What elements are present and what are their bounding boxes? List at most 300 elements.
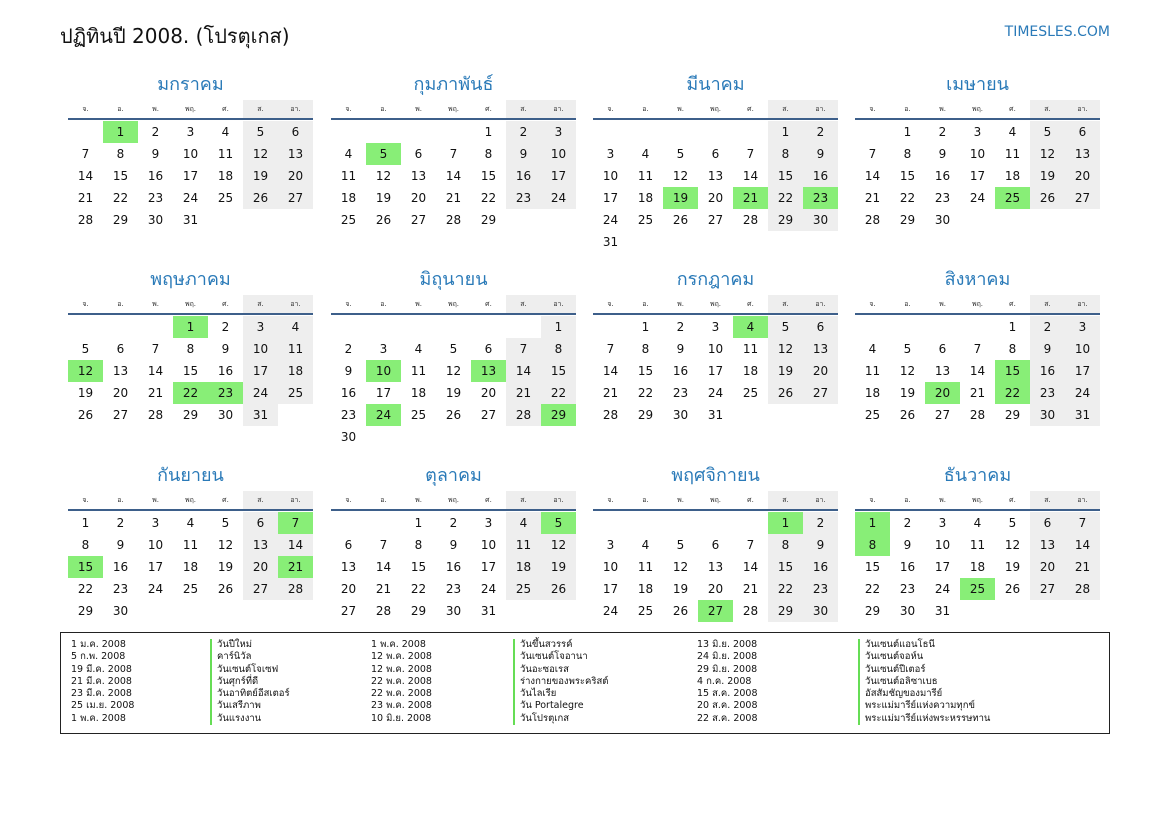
day-cell[interactable]: 10 bbox=[147, 538, 164, 552]
day-cell[interactable]: 22 bbox=[768, 187, 803, 209]
day-cell[interactable]: 29 bbox=[768, 600, 803, 622]
day-cell[interactable]: 17 bbox=[243, 360, 278, 382]
day-cell[interactable]: 24 bbox=[147, 582, 164, 596]
holiday-day-cell[interactable]: 20 bbox=[925, 382, 960, 404]
day-cell[interactable]: 4 bbox=[973, 516, 982, 530]
day-cell[interactable]: 2 bbox=[151, 125, 160, 139]
day-cell[interactable]: 22 bbox=[480, 191, 497, 205]
day-cell[interactable]: 27 bbox=[112, 408, 129, 422]
day-cell[interactable]: 11 bbox=[340, 169, 357, 183]
day-cell[interactable]: 28 bbox=[742, 213, 759, 227]
holiday-day-cell[interactable]: 8 bbox=[855, 534, 890, 556]
day-cell[interactable]: 27 bbox=[707, 213, 724, 227]
holiday-day-cell[interactable]: 15 bbox=[995, 360, 1030, 382]
day-cell[interactable]: 12 bbox=[768, 338, 803, 360]
day-cell[interactable]: 5 bbox=[81, 342, 90, 356]
day-cell[interactable]: 10 bbox=[541, 143, 576, 165]
day-cell[interactable]: 22 bbox=[541, 382, 576, 404]
day-cell[interactable]: 18 bbox=[340, 191, 357, 205]
day-cell[interactable]: 1 bbox=[484, 125, 493, 139]
day-cell[interactable]: 26 bbox=[1030, 187, 1065, 209]
day-cell[interactable]: 3 bbox=[379, 342, 388, 356]
day-cell[interactable]: 13 bbox=[1030, 534, 1065, 556]
day-cell[interactable]: 16 bbox=[803, 165, 838, 187]
day-cell[interactable]: 3 bbox=[186, 125, 195, 139]
day-cell[interactable]: 15 bbox=[637, 364, 654, 378]
holiday-day-cell[interactable]: 15 bbox=[68, 556, 103, 578]
day-cell[interactable]: 5 bbox=[1008, 516, 1017, 530]
day-cell[interactable]: 7 bbox=[973, 342, 982, 356]
day-cell[interactable]: 10 bbox=[707, 342, 724, 356]
day-cell[interactable]: 6 bbox=[243, 512, 278, 534]
day-cell[interactable]: 25 bbox=[506, 578, 541, 600]
day-cell[interactable]: 4 bbox=[1008, 125, 1017, 139]
day-cell[interactable]: 3 bbox=[1065, 316, 1100, 338]
day-cell[interactable]: 5 bbox=[903, 342, 912, 356]
day-cell[interactable]: 26 bbox=[899, 408, 916, 422]
day-cell[interactable]: 12 bbox=[541, 534, 576, 556]
day-cell[interactable]: 12 bbox=[243, 143, 278, 165]
day-cell[interactable]: 15 bbox=[410, 560, 427, 574]
day-cell[interactable]: 13 bbox=[934, 364, 951, 378]
day-cell[interactable]: 29 bbox=[899, 213, 916, 227]
day-cell[interactable]: 9 bbox=[221, 342, 230, 356]
day-cell[interactable]: 23 bbox=[1030, 382, 1065, 404]
holiday-day-cell[interactable]: 12 bbox=[68, 360, 103, 382]
day-cell[interactable]: 7 bbox=[506, 338, 541, 360]
day-cell[interactable]: 26 bbox=[672, 213, 689, 227]
day-cell[interactable]: 13 bbox=[1065, 143, 1100, 165]
day-cell[interactable]: 5 bbox=[676, 147, 685, 161]
day-cell[interactable]: 29 bbox=[637, 408, 654, 422]
day-cell[interactable]: 14 bbox=[147, 364, 164, 378]
day-cell[interactable]: 11 bbox=[278, 338, 313, 360]
day-cell[interactable]: 18 bbox=[864, 386, 881, 400]
day-cell[interactable]: 28 bbox=[1065, 578, 1100, 600]
holiday-day-cell[interactable]: 21 bbox=[278, 556, 313, 578]
day-cell[interactable]: 3 bbox=[606, 538, 615, 552]
day-cell[interactable]: 23 bbox=[340, 408, 357, 422]
day-cell[interactable]: 28 bbox=[969, 408, 986, 422]
holiday-day-cell[interactable]: 23 bbox=[208, 382, 243, 404]
day-cell[interactable]: 17 bbox=[1065, 360, 1100, 382]
day-cell[interactable]: 11 bbox=[217, 147, 234, 161]
day-cell[interactable]: 17 bbox=[934, 560, 951, 574]
day-cell[interactable]: 13 bbox=[340, 560, 357, 574]
day-cell[interactable]: 8 bbox=[116, 147, 125, 161]
day-cell[interactable]: 28 bbox=[742, 604, 759, 618]
day-cell[interactable]: 28 bbox=[602, 408, 619, 422]
day-cell[interactable]: 18 bbox=[637, 191, 654, 205]
day-cell[interactable]: 8 bbox=[186, 342, 195, 356]
day-cell[interactable]: 24 bbox=[182, 191, 199, 205]
day-cell[interactable]: 20 bbox=[480, 386, 497, 400]
day-cell[interactable]: 21 bbox=[445, 191, 462, 205]
day-cell[interactable]: 20 bbox=[112, 386, 129, 400]
day-cell[interactable]: 1 bbox=[541, 316, 576, 338]
day-cell[interactable]: 21 bbox=[1065, 556, 1100, 578]
day-cell[interactable]: 2 bbox=[803, 512, 838, 534]
day-cell[interactable]: 4 bbox=[186, 516, 195, 530]
day-cell[interactable]: 9 bbox=[506, 143, 541, 165]
day-cell[interactable]: 6 bbox=[711, 147, 720, 161]
day-cell[interactable]: 20 bbox=[1065, 165, 1100, 187]
day-cell[interactable]: 23 bbox=[147, 191, 164, 205]
day-cell[interactable]: 31 bbox=[934, 604, 951, 618]
day-cell[interactable]: 12 bbox=[217, 538, 234, 552]
day-cell[interactable]: 15 bbox=[899, 169, 916, 183]
day-cell[interactable]: 17 bbox=[707, 364, 724, 378]
day-cell[interactable]: 1 bbox=[903, 125, 912, 139]
day-cell[interactable]: 17 bbox=[147, 560, 164, 574]
day-cell[interactable]: 15 bbox=[112, 169, 129, 183]
day-cell[interactable]: 4 bbox=[221, 125, 230, 139]
day-cell[interactable]: 12 bbox=[1004, 538, 1021, 552]
day-cell[interactable]: 16 bbox=[934, 169, 951, 183]
day-cell[interactable]: 26 bbox=[243, 187, 278, 209]
day-cell[interactable]: 3 bbox=[243, 316, 278, 338]
day-cell[interactable]: 16 bbox=[1030, 360, 1065, 382]
day-cell[interactable]: 13 bbox=[410, 169, 427, 183]
day-cell[interactable]: 6 bbox=[414, 147, 423, 161]
day-cell[interactable]: 7 bbox=[606, 342, 615, 356]
day-cell[interactable]: 18 bbox=[278, 360, 313, 382]
day-cell[interactable]: 30 bbox=[672, 408, 689, 422]
day-cell[interactable]: 16 bbox=[445, 560, 462, 574]
holiday-day-cell[interactable]: 1 bbox=[103, 121, 138, 143]
day-cell[interactable]: 16 bbox=[803, 556, 838, 578]
day-cell[interactable]: 25 bbox=[864, 408, 881, 422]
holiday-day-cell[interactable]: 25 bbox=[995, 187, 1030, 209]
day-cell[interactable]: 9 bbox=[116, 538, 125, 552]
day-cell[interactable]: 11 bbox=[864, 364, 881, 378]
day-cell[interactable]: 12 bbox=[672, 560, 689, 574]
day-cell[interactable]: 28 bbox=[506, 404, 541, 426]
day-cell[interactable]: 15 bbox=[480, 169, 497, 183]
day-cell[interactable]: 8 bbox=[484, 147, 493, 161]
day-cell[interactable]: 24 bbox=[480, 582, 497, 596]
day-cell[interactable]: 16 bbox=[147, 169, 164, 183]
day-cell[interactable]: 13 bbox=[707, 560, 724, 574]
day-cell[interactable]: 16 bbox=[112, 560, 129, 574]
day-cell[interactable]: 24 bbox=[602, 604, 619, 618]
day-cell[interactable]: 17 bbox=[182, 169, 199, 183]
day-cell[interactable]: 7 bbox=[81, 147, 90, 161]
day-cell[interactable]: 10 bbox=[1065, 338, 1100, 360]
day-cell[interactable]: 6 bbox=[803, 316, 838, 338]
day-cell[interactable]: 17 bbox=[541, 165, 576, 187]
day-cell[interactable]: 11 bbox=[182, 538, 199, 552]
day-cell[interactable]: 31 bbox=[1065, 404, 1100, 426]
day-cell[interactable]: 8 bbox=[1008, 342, 1017, 356]
day-cell[interactable]: 6 bbox=[344, 538, 353, 552]
day-cell[interactable]: 30 bbox=[934, 213, 951, 227]
day-cell[interactable]: 19 bbox=[1030, 165, 1065, 187]
day-cell[interactable]: 24 bbox=[934, 582, 951, 596]
day-cell[interactable]: 4 bbox=[414, 342, 423, 356]
day-cell[interactable]: 19 bbox=[77, 386, 94, 400]
day-cell[interactable]: 16 bbox=[340, 386, 357, 400]
day-cell[interactable]: 11 bbox=[1004, 147, 1021, 161]
day-cell[interactable]: 15 bbox=[768, 165, 803, 187]
day-cell[interactable]: 6 bbox=[278, 121, 313, 143]
day-cell[interactable]: 18 bbox=[742, 364, 759, 378]
day-cell[interactable]: 17 bbox=[480, 560, 497, 574]
day-cell[interactable]: 20 bbox=[707, 582, 724, 596]
day-cell[interactable]: 9 bbox=[151, 147, 160, 161]
holiday-day-cell[interactable]: 5 bbox=[541, 512, 576, 534]
day-cell[interactable]: 18 bbox=[506, 556, 541, 578]
day-cell[interactable]: 6 bbox=[938, 342, 947, 356]
day-cell[interactable]: 27 bbox=[934, 408, 951, 422]
day-cell[interactable]: 2 bbox=[506, 121, 541, 143]
day-cell[interactable]: 10 bbox=[934, 538, 951, 552]
day-cell[interactable]: 16 bbox=[672, 364, 689, 378]
day-cell[interactable]: 6 bbox=[711, 538, 720, 552]
day-cell[interactable]: 20 bbox=[278, 165, 313, 187]
day-cell[interactable]: 18 bbox=[1004, 169, 1021, 183]
site-link[interactable]: TIMESLES.COM bbox=[1004, 24, 1110, 40]
day-cell[interactable]: 2 bbox=[1030, 316, 1065, 338]
day-cell[interactable]: 5 bbox=[221, 516, 230, 530]
day-cell[interactable]: 17 bbox=[602, 582, 619, 596]
day-cell[interactable]: 25 bbox=[742, 386, 759, 400]
day-cell[interactable]: 5 bbox=[1030, 121, 1065, 143]
day-cell[interactable]: 25 bbox=[217, 191, 234, 205]
day-cell[interactable]: 1 bbox=[641, 320, 650, 334]
day-cell[interactable]: 2 bbox=[938, 125, 947, 139]
day-cell[interactable]: 8 bbox=[414, 538, 423, 552]
day-cell[interactable]: 15 bbox=[768, 556, 803, 578]
day-cell[interactable]: 20 bbox=[803, 360, 838, 382]
day-cell[interactable]: 11 bbox=[969, 538, 986, 552]
day-cell[interactable]: 14 bbox=[375, 560, 392, 574]
day-cell[interactable]: 29 bbox=[864, 604, 881, 618]
day-cell[interactable]: 25 bbox=[637, 604, 654, 618]
day-cell[interactable]: 20 bbox=[1030, 556, 1065, 578]
day-cell[interactable]: 2 bbox=[803, 121, 838, 143]
day-cell[interactable]: 8 bbox=[541, 338, 576, 360]
day-cell[interactable]: 2 bbox=[116, 516, 125, 530]
holiday-day-cell[interactable]: 5 bbox=[366, 143, 401, 165]
day-cell[interactable]: 6 bbox=[1065, 121, 1100, 143]
day-cell[interactable]: 8 bbox=[768, 143, 803, 165]
day-cell[interactable]: 30 bbox=[803, 600, 838, 622]
day-cell[interactable]: 24 bbox=[243, 382, 278, 404]
day-cell[interactable]: 10 bbox=[969, 147, 986, 161]
day-cell[interactable]: 26 bbox=[768, 382, 803, 404]
day-cell[interactable]: 14 bbox=[77, 169, 94, 183]
day-cell[interactable]: 31 bbox=[707, 408, 724, 422]
day-cell[interactable]: 3 bbox=[606, 147, 615, 161]
day-cell[interactable]: 19 bbox=[375, 191, 392, 205]
day-cell[interactable]: 23 bbox=[506, 187, 541, 209]
day-cell[interactable]: 3 bbox=[973, 125, 982, 139]
day-cell[interactable]: 3 bbox=[151, 516, 160, 530]
day-cell[interactable]: 9 bbox=[903, 538, 912, 552]
day-cell[interactable]: 16 bbox=[217, 364, 234, 378]
day-cell[interactable]: 30 bbox=[112, 604, 129, 618]
day-cell[interactable]: 30 bbox=[217, 408, 234, 422]
day-cell[interactable]: 11 bbox=[410, 364, 427, 378]
day-cell[interactable]: 7 bbox=[868, 147, 877, 161]
day-cell[interactable]: 29 bbox=[77, 604, 94, 618]
day-cell[interactable]: 4 bbox=[278, 316, 313, 338]
day-cell[interactable]: 22 bbox=[864, 582, 881, 596]
day-cell[interactable]: 14 bbox=[864, 169, 881, 183]
day-cell[interactable]: 14 bbox=[969, 364, 986, 378]
day-cell[interactable]: 3 bbox=[711, 320, 720, 334]
day-cell[interactable]: 10 bbox=[602, 169, 619, 183]
day-cell[interactable]: 24 bbox=[707, 386, 724, 400]
day-cell[interactable]: 20 bbox=[243, 556, 278, 578]
day-cell[interactable]: 30 bbox=[147, 213, 164, 227]
day-cell[interactable]: 28 bbox=[147, 408, 164, 422]
day-cell[interactable]: 23 bbox=[445, 582, 462, 596]
day-cell[interactable]: 5 bbox=[449, 342, 458, 356]
day-cell[interactable]: 17 bbox=[969, 169, 986, 183]
day-cell[interactable]: 22 bbox=[410, 582, 427, 596]
day-cell[interactable]: 2 bbox=[903, 516, 912, 530]
day-cell[interactable]: 22 bbox=[112, 191, 129, 205]
day-cell[interactable]: 23 bbox=[672, 386, 689, 400]
day-cell[interactable]: 19 bbox=[541, 556, 576, 578]
day-cell[interactable]: 7 bbox=[746, 147, 755, 161]
day-cell[interactable]: 29 bbox=[480, 213, 497, 227]
day-cell[interactable]: 24 bbox=[969, 191, 986, 205]
day-cell[interactable]: 2 bbox=[221, 320, 230, 334]
day-cell[interactable]: 15 bbox=[182, 364, 199, 378]
holiday-day-cell[interactable]: 4 bbox=[733, 316, 768, 338]
day-cell[interactable]: 21 bbox=[969, 386, 986, 400]
day-cell[interactable]: 21 bbox=[77, 191, 94, 205]
day-cell[interactable]: 8 bbox=[768, 534, 803, 556]
day-cell[interactable]: 20 bbox=[340, 582, 357, 596]
day-cell[interactable]: 26 bbox=[541, 578, 576, 600]
day-cell[interactable]: 13 bbox=[278, 143, 313, 165]
day-cell[interactable]: 1 bbox=[1008, 320, 1017, 334]
day-cell[interactable]: 9 bbox=[449, 538, 458, 552]
day-cell[interactable]: 19 bbox=[672, 582, 689, 596]
day-cell[interactable]: 3 bbox=[541, 121, 576, 143]
day-cell[interactable]: 18 bbox=[182, 560, 199, 574]
day-cell[interactable]: 10 bbox=[602, 560, 619, 574]
day-cell[interactable]: 6 bbox=[116, 342, 125, 356]
day-cell[interactable]: 31 bbox=[182, 213, 199, 227]
day-cell[interactable]: 18 bbox=[217, 169, 234, 183]
day-cell[interactable]: 29 bbox=[182, 408, 199, 422]
day-cell[interactable]: 14 bbox=[602, 364, 619, 378]
day-cell[interactable]: 14 bbox=[742, 169, 759, 183]
day-cell[interactable]: 29 bbox=[112, 213, 129, 227]
day-cell[interactable]: 26 bbox=[217, 582, 234, 596]
holiday-day-cell[interactable]: 7 bbox=[278, 512, 313, 534]
day-cell[interactable]: 18 bbox=[969, 560, 986, 574]
day-cell[interactable]: 15 bbox=[541, 360, 576, 382]
day-cell[interactable]: 18 bbox=[637, 582, 654, 596]
day-cell[interactable]: 7 bbox=[379, 538, 388, 552]
day-cell[interactable]: 26 bbox=[1004, 582, 1021, 596]
day-cell[interactable]: 10 bbox=[243, 338, 278, 360]
day-cell[interactable]: 8 bbox=[641, 342, 650, 356]
day-cell[interactable]: 3 bbox=[938, 516, 947, 530]
day-cell[interactable]: 25 bbox=[278, 382, 313, 404]
holiday-day-cell[interactable]: 1 bbox=[768, 512, 803, 534]
day-cell[interactable]: 4 bbox=[641, 538, 650, 552]
day-cell[interactable]: 12 bbox=[1030, 143, 1065, 165]
day-cell[interactable]: 29 bbox=[1004, 408, 1021, 422]
day-cell[interactable]: 14 bbox=[445, 169, 462, 183]
day-cell[interactable]: 26 bbox=[77, 408, 94, 422]
day-cell[interactable]: 27 bbox=[803, 382, 838, 404]
day-cell[interactable]: 30 bbox=[1030, 404, 1065, 426]
day-cell[interactable]: 14 bbox=[506, 360, 541, 382]
day-cell[interactable]: 28 bbox=[375, 604, 392, 618]
day-cell[interactable]: 9 bbox=[676, 342, 685, 356]
day-cell[interactable]: 11 bbox=[506, 534, 541, 556]
day-cell[interactable]: 14 bbox=[278, 534, 313, 556]
day-cell[interactable]: 13 bbox=[112, 364, 129, 378]
day-cell[interactable]: 27 bbox=[480, 408, 497, 422]
day-cell[interactable]: 23 bbox=[934, 191, 951, 205]
holiday-day-cell[interactable]: 19 bbox=[663, 187, 698, 209]
day-cell[interactable]: 22 bbox=[768, 578, 803, 600]
day-cell[interactable]: 1 bbox=[768, 121, 803, 143]
day-cell[interactable]: 5 bbox=[768, 316, 803, 338]
day-cell[interactable]: 24 bbox=[1065, 382, 1100, 404]
day-cell[interactable]: 22 bbox=[637, 386, 654, 400]
day-cell[interactable]: 11 bbox=[637, 560, 654, 574]
holiday-day-cell[interactable]: 25 bbox=[960, 578, 995, 600]
day-cell[interactable]: 27 bbox=[340, 604, 357, 618]
day-cell[interactable]: 26 bbox=[672, 604, 689, 618]
day-cell[interactable]: 22 bbox=[899, 191, 916, 205]
day-cell[interactable]: 9 bbox=[803, 143, 838, 165]
day-cell[interactable]: 6 bbox=[484, 342, 493, 356]
day-cell[interactable]: 19 bbox=[243, 165, 278, 187]
day-cell[interactable]: 23 bbox=[803, 578, 838, 600]
day-cell[interactable]: 31 bbox=[243, 404, 278, 426]
day-cell[interactable]: 14 bbox=[742, 560, 759, 574]
day-cell[interactable]: 4 bbox=[344, 147, 353, 161]
holiday-day-cell[interactable]: 1 bbox=[855, 512, 890, 534]
day-cell[interactable]: 7 bbox=[151, 342, 160, 356]
day-cell[interactable]: 27 bbox=[243, 578, 278, 600]
day-cell[interactable]: 27 bbox=[1065, 187, 1100, 209]
day-cell[interactable]: 13 bbox=[707, 169, 724, 183]
day-cell[interactable]: 1 bbox=[81, 516, 90, 530]
day-cell[interactable]: 7 bbox=[746, 538, 755, 552]
day-cell[interactable]: 16 bbox=[506, 165, 541, 187]
holiday-day-cell[interactable]: 22 bbox=[173, 382, 208, 404]
day-cell[interactable]: 31 bbox=[602, 235, 619, 249]
day-cell[interactable]: 28 bbox=[864, 213, 881, 227]
day-cell[interactable]: 15 bbox=[864, 560, 881, 574]
day-cell[interactable]: 30 bbox=[803, 209, 838, 231]
day-cell[interactable]: 29 bbox=[768, 209, 803, 231]
day-cell[interactable]: 10 bbox=[182, 147, 199, 161]
day-cell[interactable]: 11 bbox=[637, 169, 654, 183]
day-cell[interactable]: 8 bbox=[903, 147, 912, 161]
day-cell[interactable]: 23 bbox=[112, 582, 129, 596]
day-cell[interactable]: 27 bbox=[1030, 578, 1065, 600]
day-cell[interactable]: 9 bbox=[344, 364, 353, 378]
day-cell[interactable]: 19 bbox=[899, 386, 916, 400]
day-cell[interactable]: 27 bbox=[278, 187, 313, 209]
day-cell[interactable]: 28 bbox=[445, 213, 462, 227]
day-cell[interactable]: 2 bbox=[344, 342, 353, 356]
day-cell[interactable]: 26 bbox=[445, 408, 462, 422]
